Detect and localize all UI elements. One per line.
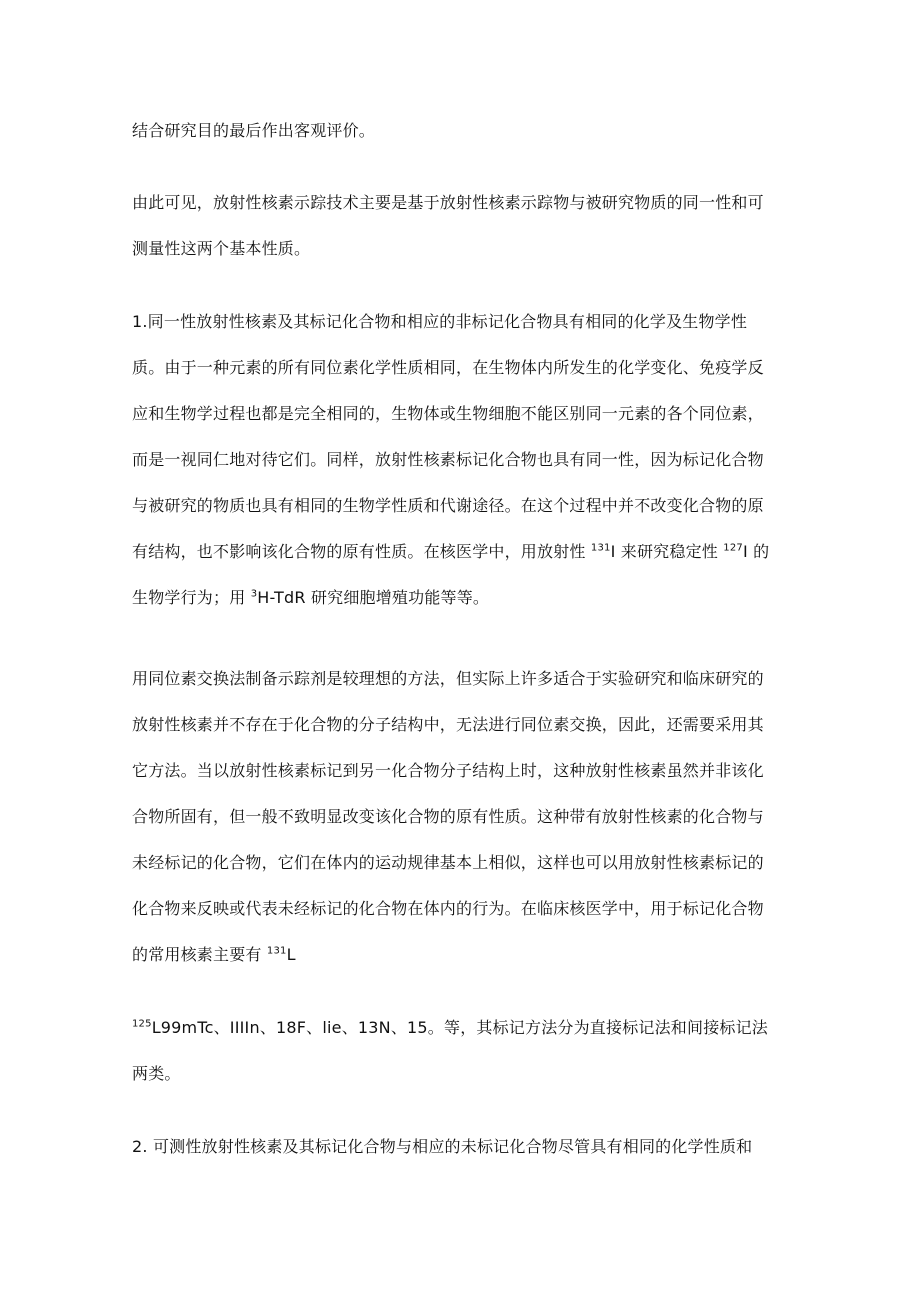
paragraph-5-line-2: 两类。 <box>132 1064 181 1083</box>
paragraph-3-line-2: 质。由于一种元素的所有同位素化学性质相同，在生物体内所发生的化学变化、免疫学反 <box>132 358 764 377</box>
paragraph-4-line-5: 未经标记的化合物，它们在体内的运动规律基本上相似，这样也可以用放射性核素标记的 <box>132 853 764 872</box>
isotope-superscript: 131 <box>590 542 611 554</box>
paragraph-4-line-2: 放射性核素并不存在于化合物的分子结构中，无法进行同位素交换，因此，还需要采用其 <box>132 715 764 734</box>
paragraph-3-line-1: 1.同一性放射性核素及其标记化合物和相应的非标记化合物具有相同的化学及生物学性 <box>132 312 748 331</box>
text-segment: 的常用核素主要有 <box>132 945 267 964</box>
paragraph-1-line-1: 结合研究目的最后作出客观评价。 <box>132 121 376 140</box>
paragraph-3-line-5: 与被研究的物质也具有相同的生物学性质和代谢途径。在这个过程中并不改变化合物的原 <box>132 496 764 515</box>
text-segment: L <box>286 945 296 964</box>
paragraph-6-line-1: 2. 可测性放射性核素及其标记化合物与相应的未标记化合物尽管具有相同的化学性质和 <box>132 1137 753 1156</box>
isotope-superscript: 131 <box>266 945 287 957</box>
text-segment: I 来研究稳定性 <box>610 542 724 561</box>
text-segment: H-TdR 研究细胞增殖功能等等。 <box>257 588 490 607</box>
text-segment: L99mTc、IIIIn、18F、lie、13N、15。等，其标记方法分为直接标记法和间接标记法 <box>151 1018 768 1037</box>
paragraph-3-line-6 <box>132 541 769 563</box>
paragraph-4-line-6: 化合物来反映或代表未经标记的化合物在体内的行为。在临床核医学中，用于标记化合物 <box>132 899 764 918</box>
paragraph-3-line-4: 而是一视同仁地对待它们。同样，放射性核素标记化合物也具有同一性，因为标记化合物 <box>132 450 764 469</box>
text-segment: 有结构，也不影响该化合物的原有性质。在核医学中，用放射性 <box>132 542 591 561</box>
paragraph-3-line-7 <box>132 587 489 609</box>
text-segment: I 的 <box>742 542 770 561</box>
text-segment: 生物学行为；用 <box>132 588 251 607</box>
paragraph-4-line-4: 合物所固有，但一般不致明显改变该化合物的原有性质。这种带有放射性核素的化合物与 <box>132 807 764 826</box>
isotope-superscript: 125 <box>132 1018 152 1030</box>
paragraph-4-line-7 <box>132 944 296 966</box>
paragraph-3-line-3: 应和生物学过程也都是完全相同的，生物体或生物细胞不能区别同一元素的各个同位素， <box>132 404 764 423</box>
paragraph-4-line-1: 用同位素交换法制备示踪剂是较理想的方法，但实际上许多适合于实验研究和临床研究的 <box>132 669 764 688</box>
paragraph-2-line-2: 测量性这两个基本性质。 <box>132 239 311 258</box>
isotope-superscript: 127 <box>723 542 743 554</box>
isotope-superscript: 3 <box>250 588 258 600</box>
paragraph-4-line-3: 它方法。当以放射性核素标记到另一化合物分子结构上时，这种放射性核素虽然并非该化 <box>132 761 764 780</box>
paragraph-2-line-1: 由此可见，放射性核素示踪技术主要是基于放射性核素示踪物与被研究物质的同一性和可 <box>132 193 764 212</box>
paragraph-5-line-1 <box>132 1017 768 1039</box>
